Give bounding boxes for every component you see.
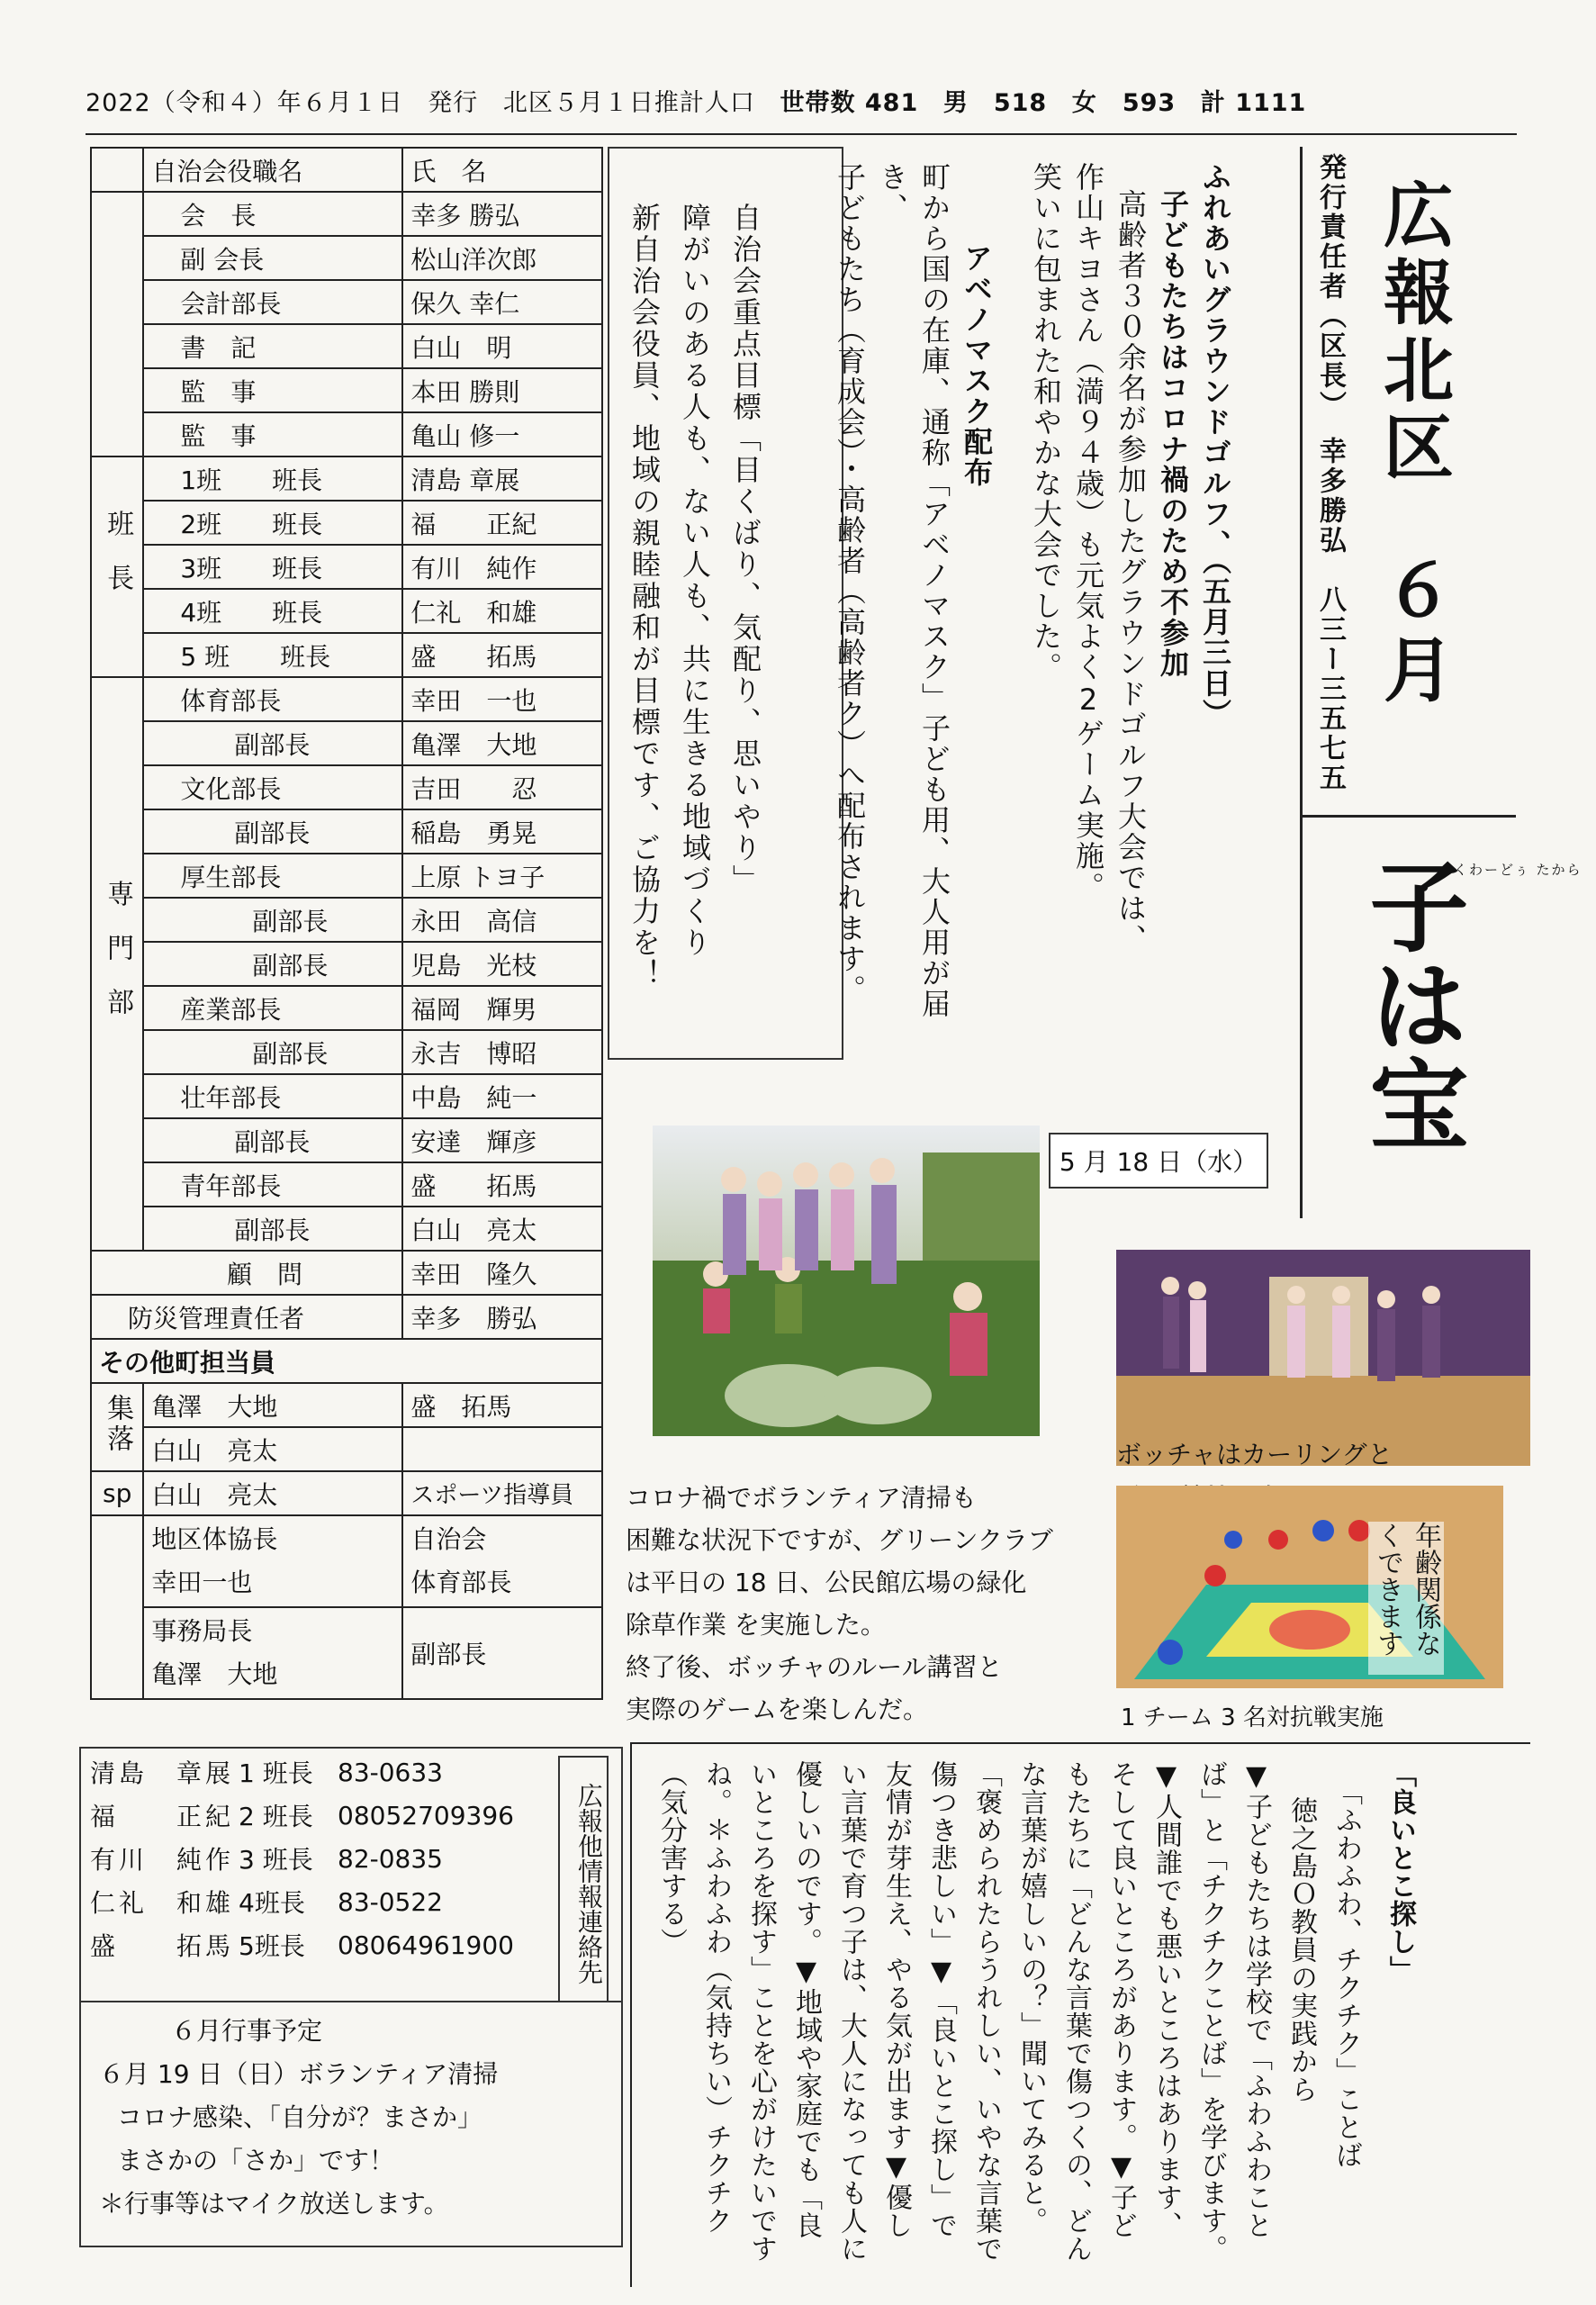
- newsletter-title: 広報北区: [1372, 178, 1453, 488]
- events-schedule: [99, 2010, 498, 2226]
- slogan: 子は宝: [1353, 855, 1470, 1152]
- population-label: 北区５月１日推計人口: [502, 89, 755, 117]
- table-row: 書 記 白山 明: [91, 324, 602, 368]
- list-item: 清島 章展 1 班長 83-0633: [90, 1757, 443, 1788]
- table-row: 白山 亮太: [91, 1427, 602, 1471]
- table-row: 副部長 児島 光枝: [91, 942, 602, 986]
- team-caption: 1 チーム 3 名対抗戦実施: [1121, 1704, 1384, 1731]
- article-headline: ふれあいグラウンドゴルフ、（五月三日）: [1198, 162, 1232, 729]
- goal-line: 障がいのある人も、ない人も、共に生きる地域づくり: [678, 203, 712, 959]
- table-row: 地区体協長 幸田一也 自治会 体育部長: [91, 1515, 602, 1607]
- event-line: ６月 19 日（日）ボランティア清掃: [99, 2059, 499, 2089]
- publisher-info: 発行責任者（区長） 幸多勝弘 八三ー三五七五: [1314, 153, 1346, 793]
- table-row: 副部長 白山 亮太: [91, 1207, 602, 1251]
- age-caption: 年齢関係なくできます: [1368, 1522, 1444, 1675]
- event-date-badge: 5 月 18 日（水）: [1049, 1133, 1268, 1189]
- table-row: 顧 問 幸田 隆久: [91, 1251, 602, 1295]
- table-row: 青年部長 盛 拓馬: [91, 1162, 602, 1207]
- table-row: 防災管理責任者 幸多 勝弘: [91, 1295, 602, 1339]
- issue-date: 2022（令和４）年６月１日: [86, 89, 403, 117]
- table-row: 監 事 亀山 修一: [91, 412, 602, 456]
- group-shuraku: 集落: [102, 1393, 134, 1455]
- table-row: 5 班 班長 盛 拓馬: [91, 633, 602, 677]
- list-item: 有川 純作 3 班長 82-0835: [90, 1843, 443, 1875]
- table-row: 文化部長 吉田 忍: [91, 765, 602, 809]
- event-note: ＊行事等はマイク放送します。: [99, 2189, 449, 2219]
- male-count: 男 518: [942, 89, 1048, 117]
- issue-month: ６月: [1372, 554, 1453, 712]
- column-article: 「良いとこ探し」 「ふわふわ、チクチク」ことば 徳之島Ｏ教員の実践から ▼子どもたちは学校で「ふわふわことば」と「チクチクことば」を学びます。▼人間誰でも悪いところはあります、そして良いところがあります。▼子どもたちに「どんな言葉で傷つくの、どんな言葉が嬉しいの？」聞いてみると。「褒められたらうれしい、いやな言葉で傷つき悲しい」▼「良いとこ探し」で友情が芽生え、やる気が出ます▼優しい言葉で育つ子は、大人になっても人に優しいのです。▼地域や家庭でも「良いところを探す」ことを心がけたいですね。＊ふわふわ（気持ちい）チクチク（気分害する）: [648, 1760, 1422, 2264]
- contacts-label: 広報他情報連絡先: [558, 1756, 609, 2002]
- list-item: 福 正紀 2 班長 08052709396: [90, 1800, 514, 1831]
- table-row: 副部長 亀澤 大地: [91, 721, 602, 765]
- header-role: 自治会役職名: [143, 148, 402, 192]
- total-count: 計 1111: [1200, 89, 1307, 117]
- table-header-row: [91, 148, 602, 192]
- households: 世帯数 481: [780, 89, 919, 117]
- group-senmonbu: 専門部: [102, 880, 134, 1042]
- table-row: 産業部長 福岡 輝男: [91, 986, 602, 1030]
- table-row: 2班 班長 福 正紀: [91, 501, 602, 545]
- table-row: 副部長 永吉 博昭: [91, 1030, 602, 1074]
- table-row: 4班 班長 仁礼 和雄: [91, 589, 602, 633]
- contact-list: [90, 1750, 549, 1966]
- column-left-rule: [630, 1742, 632, 2287]
- list-item: 仁礼 和雄 4班長 83-0522: [90, 1886, 443, 1918]
- boccia-court-photo: [1116, 1486, 1503, 1688]
- table-row: 厚生部長 上原 トヨ子: [91, 854, 602, 898]
- table-row: 副部長 稲島 勇晃: [91, 809, 602, 854]
- goals-text: [619, 203, 771, 1040]
- table-row: 副部長 永田 高信: [91, 898, 602, 942]
- boccia-caption: ボッチャはカーリングと: [1116, 1440, 1393, 1469]
- column-top-rule: [630, 1742, 1530, 1744]
- group-hancho: 班長: [102, 510, 134, 618]
- masthead-divider: [1300, 815, 1516, 818]
- header-divider: [86, 133, 1517, 135]
- goal-line: 自治会重点目標「目くばり、気配り、思いやり」: [728, 203, 762, 896]
- column-title: 「良いとこ探し」: [1384, 1760, 1416, 1984]
- slogan-ruby: くわーどぅ たから: [1454, 862, 1582, 878]
- officer-roster-table: [90, 147, 603, 1700]
- goal-line: 新自治会役員、地域の親睦融和が目標です、ご協力を！: [627, 203, 662, 990]
- events-title: ６月行事予定: [171, 2016, 323, 2046]
- table-row: 壮年部長 中島 純一: [91, 1074, 602, 1118]
- event-line: コロナ感染、「自分が？まさか」: [117, 2102, 483, 2132]
- header-name: 氏 名: [402, 148, 602, 192]
- table-row: 3班 班長 有川 純作: [91, 545, 602, 589]
- volunteer-photo: [653, 1125, 1040, 1436]
- article-headline: アベノマスク配布: [960, 243, 994, 488]
- table-row: 専門部 体育部長 幸田 一也: [91, 677, 602, 721]
- table-row: 会計部長 保久 幸仁: [91, 280, 602, 324]
- female-count: 女 593: [1071, 89, 1177, 117]
- table-row: 事務局長 亀澤 大地 副部長: [91, 1607, 602, 1699]
- table-row: 監 事 本田 勝則: [91, 368, 602, 412]
- table-row: 集落 亀澤 大地 盛 拓馬: [91, 1383, 602, 1427]
- table-row: 班長 1班 班長 清島 章展: [91, 456, 602, 501]
- table-row: 副 会長 松山洋次郎: [91, 236, 602, 280]
- event-line: まさかの「さか」です！: [117, 2146, 395, 2175]
- table-row: sp 白山 亮太 スポーツ指導員: [91, 1471, 602, 1515]
- issue-header: [86, 83, 1322, 118]
- volunteer-report: コロナ禍でボランティア清掃も 困難な状況下ですが、グリーンクラブ は平日の 18 日、公民館広場の緑化 除草作業 を実施した。 終了後、ボッチャのルール講習と 実際のゲームを楽しんだ。: [626, 1483, 1053, 1724]
- main-article: ふれあいグラウンドゴルフ、（五月三日） 子どもたちはコロナ禍のため不参加 高齢者３０余名が参加したグラウンドゴルフ大会では、 作山キヨさん（満９４歳）も元気よく2ゲーム実施。 笑いに包まれた和やかな大会でした。 アベノマスク配布 町から国の在庫、通称「アベノマスク」子ども用、大人用が届き、 子どもたち（育成会）・高齢者（高齢者ク）へ配布されます。: [828, 162, 1236, 1062]
- table-row: 会 長 幸多 勝弘: [91, 192, 602, 236]
- issue-label: 発行: [428, 89, 479, 117]
- table-row: その他町担当員: [91, 1339, 602, 1383]
- article-subheadline: 子どもたちはコロナ禍のため不参加: [1156, 189, 1190, 679]
- list-item: 盛 拓馬 5班長 08064961900: [90, 1930, 514, 1961]
- table-row: 副部長 安達 輝彦: [91, 1118, 602, 1162]
